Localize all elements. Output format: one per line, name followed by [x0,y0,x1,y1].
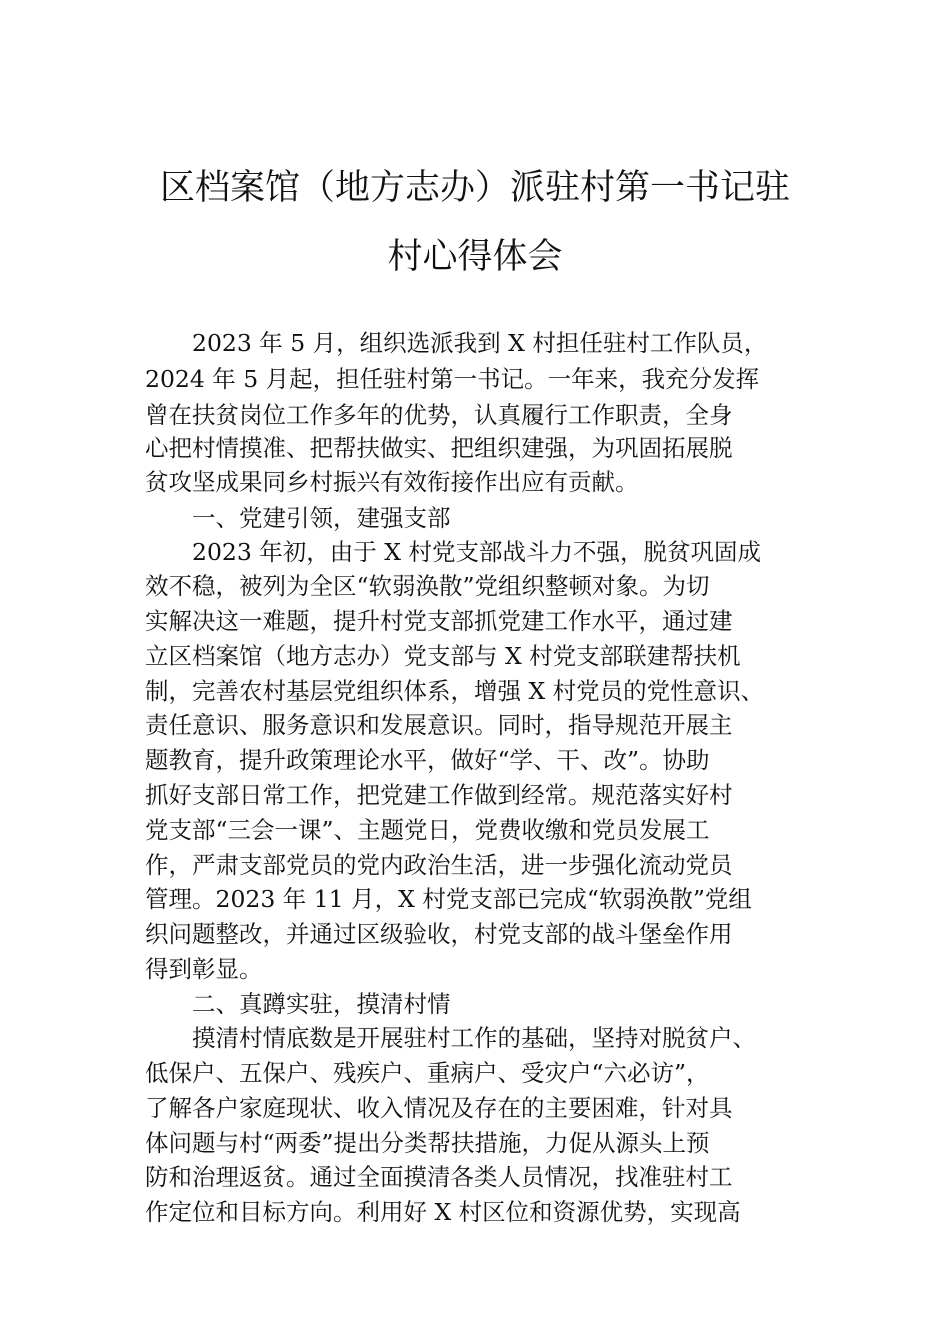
paragraph-line: 管理。2023 年 11 月，X 村党支部已完成“软弱涣散”党组 [145,885,752,913]
paragraph-line: 2023 年 5 月，组织选派我到 X 村担任驻村工作队员， [192,329,768,357]
paragraph-line: 实解决这一难题，提升村党支部抓党建工作水平，通过建 [145,607,733,635]
paragraph-line: 党支部“三会一课”、主题党日，党费收缴和党员发展工 [145,816,710,844]
document-title-line-1: 区档案馆（地方志办）派驻村第一书记驻 [159,168,790,208]
paragraph-line: 责任意识、服务意识和发展意识。同时，指导规范开展主 [145,711,733,739]
paragraph-line: 立区档案馆（地方志办）党支部与 X 村党支部联建帮扶机 [145,642,741,670]
paragraph-line: 体问题与村“两委”提出分类帮扶措施，力促从源头上预 [145,1129,710,1157]
paragraph-line: 织问题整改，并通过区级验收，村党支部的战斗堡垒作用 [145,920,733,948]
section-heading: 二、真蹲实驻，摸清村情 [192,990,451,1018]
paragraph-line: 题教育，提升政策理论水平，做好“学、干、改”。协助 [145,746,710,774]
paragraph-line: 得到彰显。 [145,955,263,983]
paragraph-line: 效不稳，被列为全区“软弱涣散”党组织整顿对象。为切 [145,572,710,600]
paragraph-line: 曾在扶贫岗位工作多年的优势，认真履行工作职责，全身 [145,401,733,429]
paragraph-line: 制，完善农村基层党组织体系，增强 X 村党员的党性意识、 [145,677,765,705]
paragraph-line: 2023 年初，由于 X 村党支部战斗力不强，脱贫巩固成 [192,538,761,566]
paragraph-line: 低保户、五保户、残疾户、重病户、受灾户“六必访”， [145,1059,710,1087]
paragraph-line: 2024 年 5 月起，担任驻村第一书记。一年来，我充分发挥 [145,365,760,393]
paragraph-line: 了解各户家庭现状、收入情况及存在的主要困难，针对具 [145,1094,733,1122]
section-heading: 一、党建引领，建强支部 [192,504,451,532]
paragraph-line: 作，严肃支部党员的党内政治生活，进一步强化流动党员 [145,851,733,879]
paragraph-line: 心把村情摸准、把帮扶做实、把组织建强，为巩固拓展脱 [145,434,733,462]
paragraph-line: 抓好支部日常工作，把党建工作做到经常。规范落实好村 [145,781,733,809]
paragraph-line: 防和治理返贫。通过全面摸清各类人员情况，找准驻村工 [145,1163,733,1191]
paragraph-line: 摸清村情底数是开展驻村工作的基础，坚持对脱贫户、 [192,1024,756,1052]
paragraph-line: 作定位和目标方向。利用好 X 村区位和资源优势，实现高 [145,1198,741,1226]
paragraph-line: 贫攻坚成果同乡村振兴有效衔接作出应有贡献。 [145,468,639,496]
document-title-line-2: 村心得体会 [387,237,563,277]
